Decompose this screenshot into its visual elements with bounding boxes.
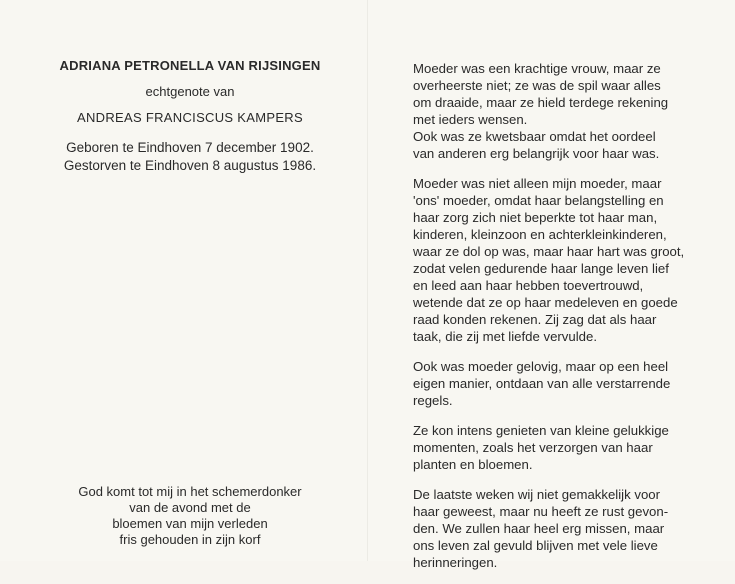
paragraph-farewell	[413, 486, 698, 571]
text-line: wetende dat ze op haar medeleven en goede	[413, 295, 678, 310]
text-line: Ze kon intens genieten van kleine gelukkige	[413, 423, 669, 438]
text-line: den. We zullen haar heel erg missen, maar	[413, 521, 665, 536]
poem-line: bloemen van mijn verleden	[112, 516, 268, 531]
text-line: waar ze dol op was, maar haar hart was groot,	[413, 244, 685, 259]
poem-line: God komt tot mij in het schemerdonker	[78, 484, 302, 499]
paragraph-joy	[413, 422, 698, 473]
poem-line: van de avond met de	[129, 500, 251, 515]
text-line: planten en bloemen.	[413, 457, 533, 472]
text-line: zodat velen gedurende haar lange leven lief	[413, 261, 669, 276]
text-line: herinneringen.	[413, 555, 498, 570]
death-line: Gestorven te Eindhoven 8 augustus 1986.	[63, 158, 317, 173]
text-line: Ook was moeder gelovig, maar op een heel	[413, 359, 669, 374]
text-line: Ook was ze kwetsbaar omdat het oordeel	[413, 129, 656, 144]
text-line: raad konden rekenen. Zij zag dat als haar	[413, 312, 657, 327]
text-line: overheerste niet; ze was de spil waar alles	[413, 78, 661, 93]
text-line: Moeder was een krachtige vrouw, maar ze	[413, 61, 661, 76]
text-line: momenten, zoals het verzorgen van haar	[413, 440, 653, 455]
birth-line: Geboren te Eindhoven 7 december 1902.	[66, 140, 314, 155]
spouse-label: echtgenote van	[145, 84, 235, 99]
spouse-name: ANDREAS FRANCISCUS KAMPERS	[77, 110, 303, 125]
text-line: 'ons' moeder, omdat haar belangstelling en	[413, 193, 664, 208]
paragraph-strength	[413, 60, 698, 162]
text-line: kinderen, kleinzoon en achterkleinkinderen,	[413, 227, 667, 242]
text-line: haar zorg zich niet beperkte tot haar man,	[413, 210, 658, 225]
text-line: eigen manier, ontdaan van alle verstarrende	[413, 376, 671, 391]
deceased-name: ADRIANA PETRONELLA VAN RIJSINGEN	[59, 58, 321, 73]
text-line: om draaide, maar ze hield terdege rekening	[413, 95, 669, 110]
text-line: De laatste weken wij niet gemakkelijk voor	[413, 487, 661, 502]
poem	[20, 484, 360, 548]
left-panel	[20, 58, 360, 175]
text-line: taak, die zij met liefde vervulde.	[413, 329, 597, 344]
text-line: Moeder was niet alleen mijn moeder, maar	[413, 176, 662, 191]
text-line: regels.	[413, 393, 453, 408]
text-line: ons leven zal gevuld blijven met vele lieve	[413, 538, 658, 553]
poem-line: fris gehouden in zijn korf	[119, 532, 261, 547]
paragraph-faith	[413, 358, 698, 409]
text-line: met ieders wensen.	[413, 112, 528, 127]
fold-line	[367, 0, 368, 561]
right-panel	[413, 60, 698, 584]
paragraph-care	[413, 175, 698, 345]
text-line: haar geweest, maar nu heeft ze rust gevon-	[413, 504, 669, 519]
text-line: en leed aan haar hebben toevertrouwd,	[413, 278, 644, 293]
text-line: van anderen erg belangrijk voor haar was.	[413, 146, 660, 161]
life-dates	[20, 139, 360, 175]
